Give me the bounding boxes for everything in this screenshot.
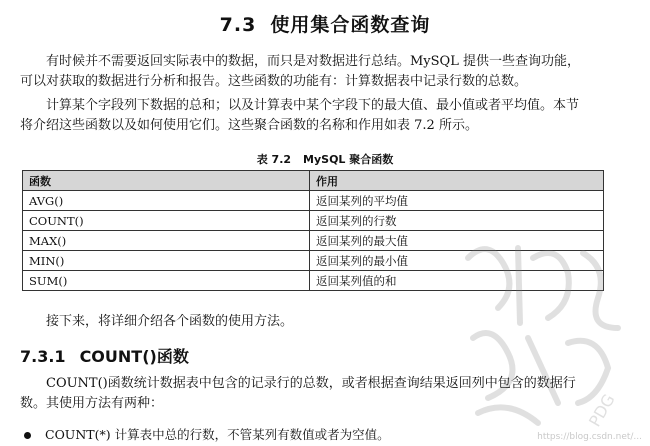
- table-cell-purpose: 返回某列值的和: [310, 271, 604, 291]
- section-heading: [0, 10, 650, 37]
- paragraph-count: [20, 374, 610, 414]
- section-title: 使用集合函数查询: [270, 14, 431, 36]
- table-row: [23, 251, 604, 271]
- subsection-heading: [20, 344, 189, 367]
- bullet-dot-icon: [24, 432, 31, 439]
- paragraph-line: 可以对获取的数据进行分析和报告。这些函数的功能有：计算数据表中记录行数的总数。: [20, 74, 528, 89]
- paragraph-next: [20, 312, 610, 332]
- paragraph-line: 数。其使用方法有两种：: [20, 396, 164, 411]
- table-header-purpose: 作用: [310, 171, 604, 191]
- subsection-number: 7.3.1: [20, 347, 66, 366]
- paragraph-line: 有时候并不需要返回实际表中的数据，而只是对数据进行总结。MySQL 提供一些查询功能，: [46, 54, 580, 69]
- table-cell-function: AVG(): [23, 191, 310, 211]
- table-caption-title: MySQL 聚合函数: [303, 153, 394, 166]
- section-number: 7.3: [219, 14, 257, 36]
- table-row: [23, 271, 604, 291]
- table-caption-label: 表 7.2: [256, 153, 292, 166]
- table-cell-function: MIN(): [23, 251, 310, 271]
- table-cell-purpose: 返回某列的最大值: [310, 231, 604, 251]
- table-cell-purpose: 返回某列的最小值: [310, 251, 604, 271]
- table-cell-function: MAX(): [23, 231, 310, 251]
- table-row: [23, 211, 604, 231]
- paragraph-intro: [20, 52, 610, 92]
- aggregate-functions-table: [22, 170, 604, 291]
- paragraph-line: 计算某个字段列下数据的总和；以及计算表中某个字段下的最大值、最小值或者平均值。本节: [46, 98, 580, 113]
- paragraph-line: 接下来，将详细介绍各个函数的使用方法。: [46, 314, 294, 329]
- table-cell-function: COUNT(): [23, 211, 310, 231]
- paragraph-line: 将介绍这些函数以及如何使用它们。这些聚合函数的名称和作用如表 7.2 所示。: [20, 118, 478, 133]
- table-row: [23, 231, 604, 251]
- stamp-text: PDG: [585, 390, 619, 430]
- table-header-row: [23, 171, 604, 191]
- table-caption: [0, 151, 650, 167]
- table-cell-purpose: 返回某列的行数: [310, 211, 604, 231]
- table-cell-function: SUM(): [23, 271, 310, 291]
- paragraph-line: COUNT()函数统计数据表中包含的记录行的总数，或者根据查询结果返回列中包含的数据行: [46, 376, 576, 391]
- subsection-title: COUNT()函数: [79, 347, 189, 366]
- bullet-text: COUNT(*) 计算表中总的行数，不管某列有数值或者为空值。: [45, 427, 390, 442]
- table-header-function: 函数: [23, 171, 310, 191]
- site-watermark: https://blog.csdn.net/...: [537, 432, 642, 442]
- bullet-item: [24, 425, 390, 443]
- table-row: [23, 191, 604, 211]
- paragraph-functions: [20, 96, 610, 136]
- table-cell-purpose: 返回某列的平均值: [310, 191, 604, 211]
